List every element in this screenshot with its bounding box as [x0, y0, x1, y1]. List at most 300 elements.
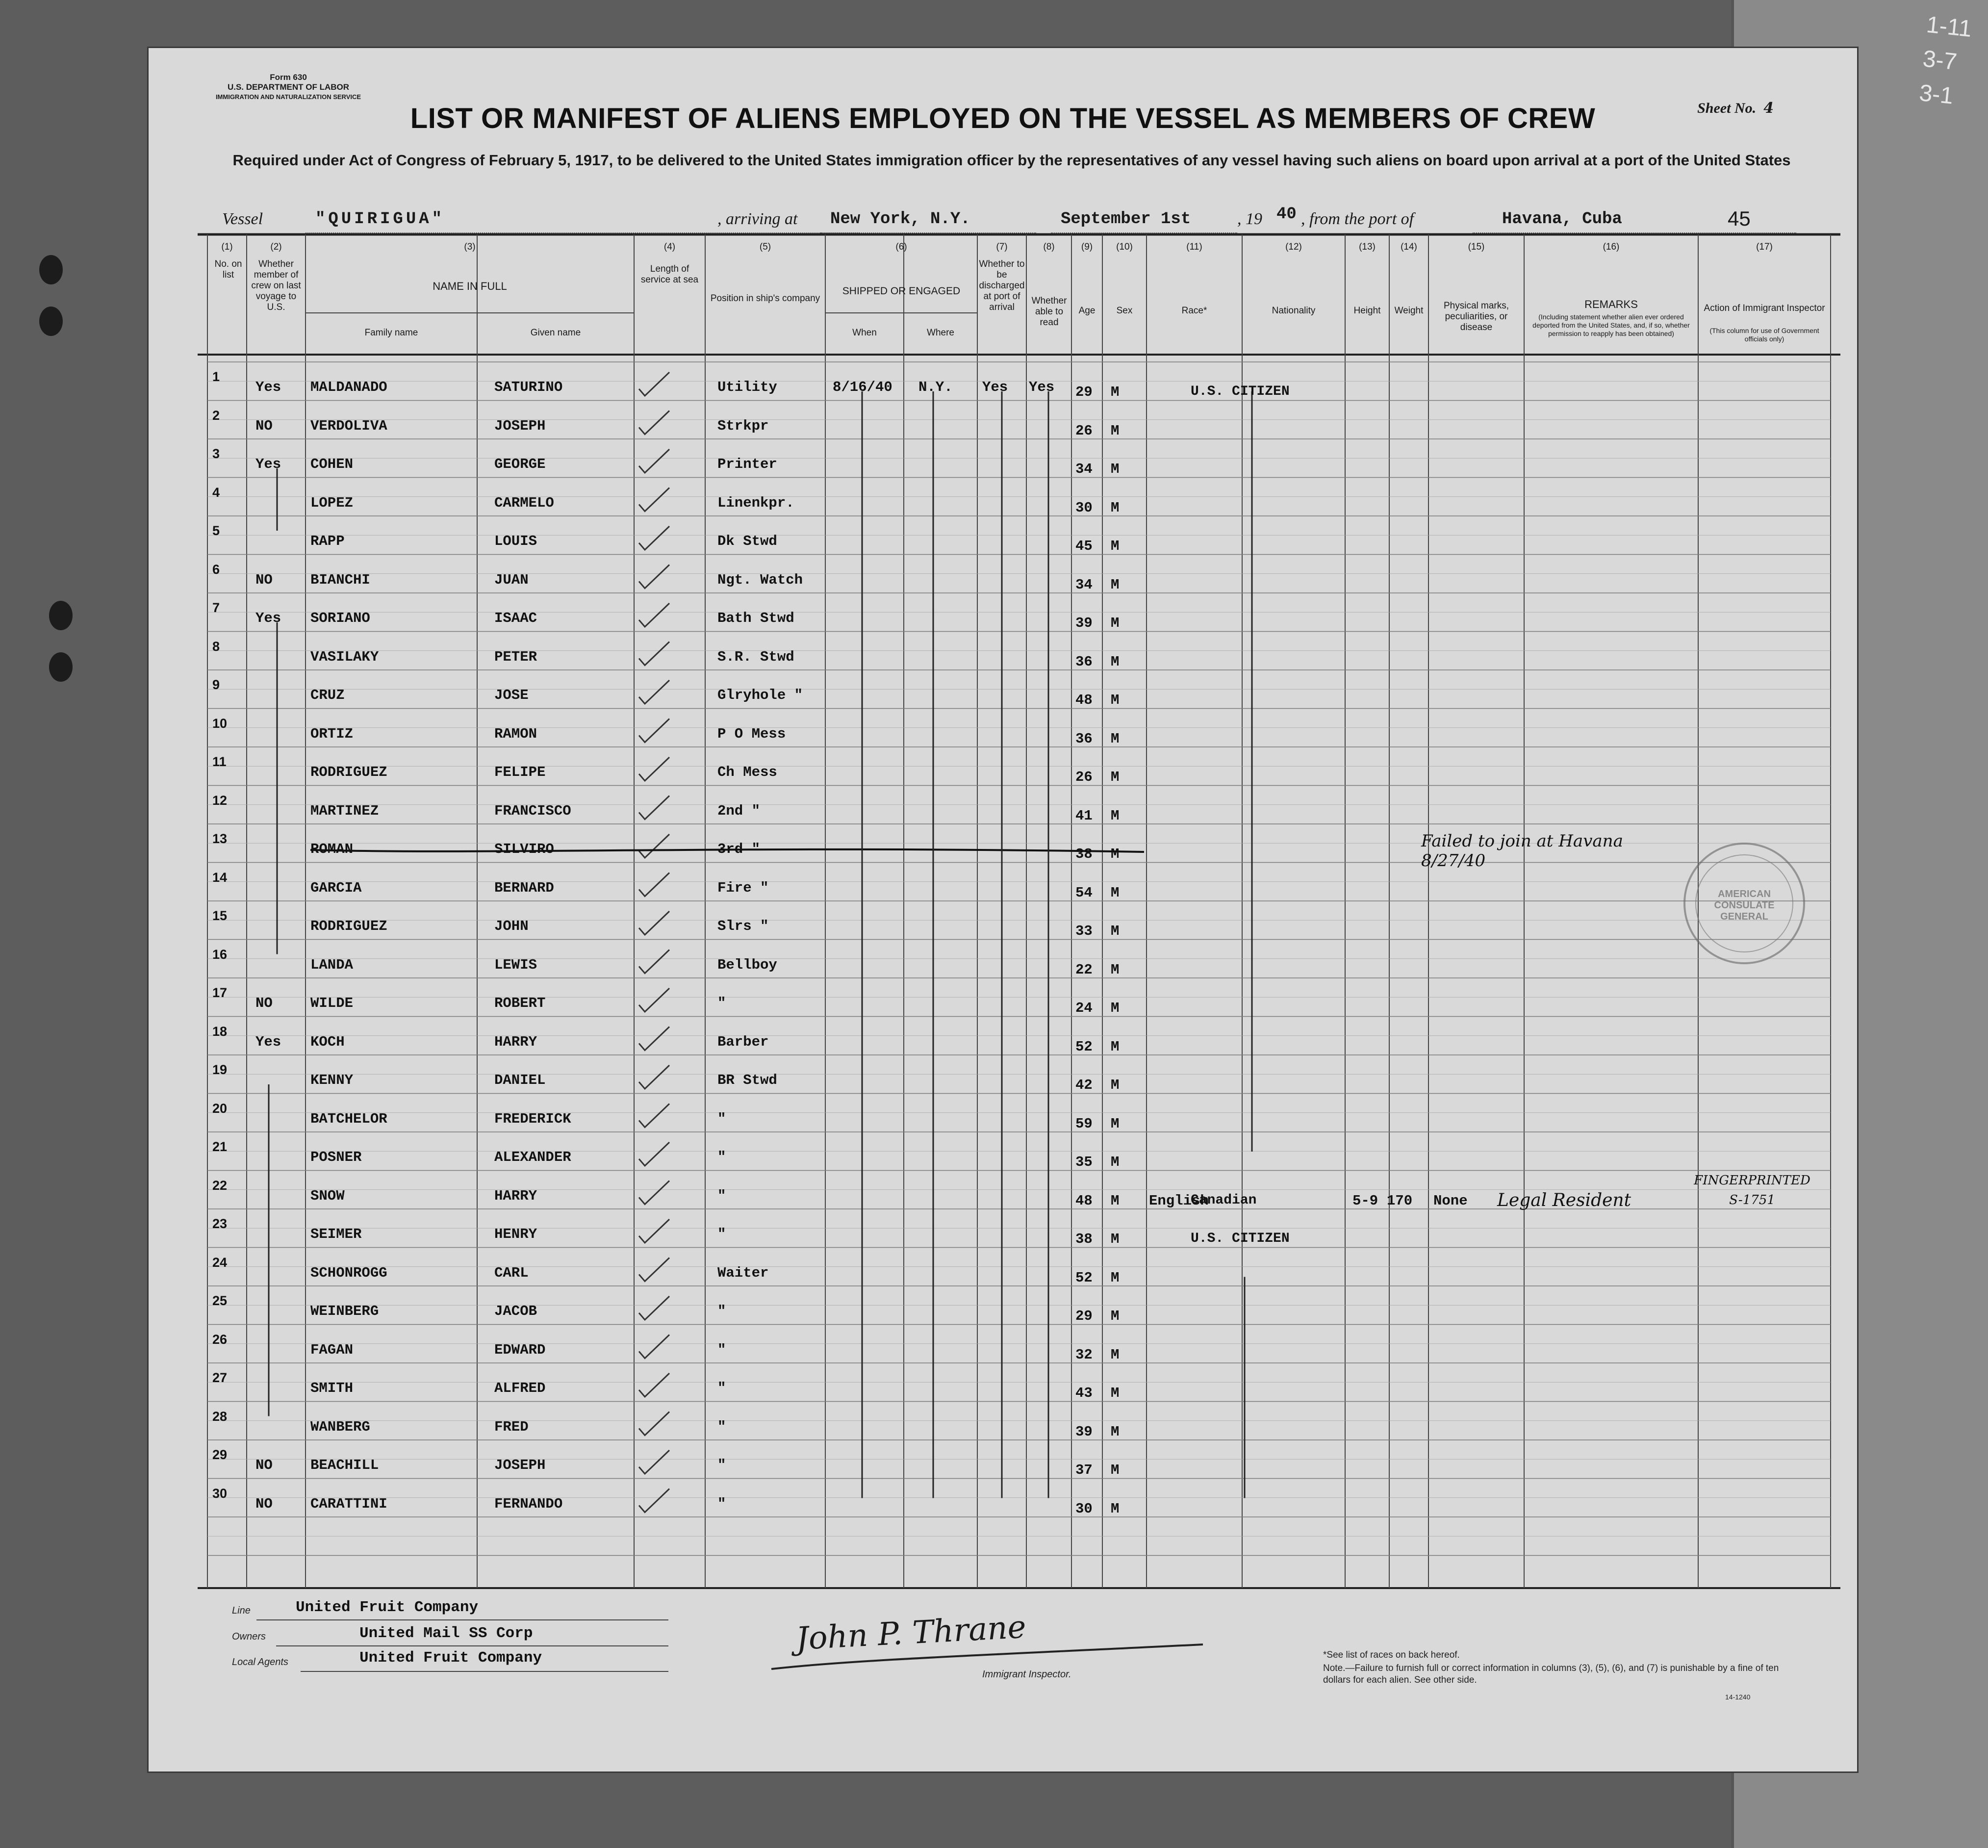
given-name-cell: FERNANDO [494, 1495, 563, 1512]
family-name-cell: ROMAN [310, 841, 354, 857]
position-cell: " [717, 1495, 726, 1512]
position-cell: " [717, 1226, 726, 1242]
header-position: Position in ship's company [710, 293, 820, 304]
height-cell: 5-9 [1352, 1192, 1378, 1209]
row-number: 29 [212, 1447, 228, 1462]
row-number: 16 [212, 947, 228, 962]
header-family-name: Family name [364, 328, 418, 338]
position-cell: " [717, 1457, 726, 1473]
sex-cell: M [1111, 1000, 1120, 1016]
age-cell: 32 [1075, 1346, 1093, 1363]
given-name-cell: CARL [494, 1264, 529, 1281]
position-cell: Slrs " [717, 918, 769, 934]
position-cell: Waiter [717, 1264, 769, 1281]
check-mark-icon [639, 680, 669, 704]
row-number: 17 [212, 985, 228, 1000]
position-cell: Glryhole " [717, 687, 803, 703]
check-mark-icon [639, 950, 669, 974]
age-cell: 29 [1075, 384, 1093, 400]
age-cell: 35 [1075, 1154, 1093, 1170]
age-cell: 37 [1075, 1462, 1093, 1478]
family-name-cell: VASILAKY [310, 648, 379, 665]
given-name-cell: FRANCISCO [494, 802, 571, 819]
header-member-last-voyage: Whether member of crew on last voyage to U.S. [251, 259, 301, 312]
check-mark-icon [639, 411, 669, 435]
position-cell: P O Mess [717, 725, 786, 742]
position-cell: Printer [717, 456, 777, 472]
header-able-to-read: Whether able to read [1031, 296, 1067, 328]
sex-cell: M [1111, 1423, 1120, 1440]
age-cell: 24 [1075, 1000, 1093, 1016]
position-cell: " [717, 1418, 726, 1435]
sex-cell: M [1111, 653, 1120, 670]
sheet-number: Sheet No. 4 [1697, 100, 1774, 117]
last-voyage-cell: Yes [255, 1033, 281, 1050]
age-cell: 22 [1075, 961, 1093, 978]
given-name-cell: ALFRED [494, 1380, 546, 1396]
sex-cell: M [1111, 807, 1120, 824]
column-number: (1) [221, 242, 233, 252]
weight-cell: 170 [1387, 1192, 1413, 1209]
sex-cell: M [1111, 1038, 1120, 1055]
age-cell: 48 [1075, 1192, 1093, 1209]
last-voyage-cell: NO [255, 995, 273, 1011]
column-number: (16) [1603, 242, 1620, 252]
row-number: 4 [212, 485, 220, 500]
family-name-cell: SEIMER [310, 1226, 362, 1242]
age-cell: 30 [1075, 499, 1093, 516]
given-name-cell: ISAAC [494, 610, 537, 626]
sex-cell: M [1111, 1231, 1120, 1247]
physical-marks-cell: None [1433, 1192, 1468, 1209]
nationality-cell: U.S. CITIZEN [1191, 384, 1290, 399]
sex-cell: M [1111, 730, 1120, 747]
page-subtitle: Required under Act of Congress of February 5, 1917, to be delivered to the United States immigration officer by the representatives of any vessel having such aliens on board upon arrival at a port of the United States [232, 152, 1791, 169]
row-number: 23 [212, 1216, 228, 1231]
sex-cell: M [1111, 1308, 1120, 1324]
age-cell: 26 [1075, 769, 1093, 785]
given-name-cell: HARRY [494, 1187, 537, 1204]
remarks-cell: Legal Resident [1497, 1190, 1631, 1210]
position-cell: Bath Stwd [717, 610, 794, 626]
arrival-port: New York, N.Y. [830, 210, 970, 229]
check-mark-icon [639, 1450, 669, 1474]
column-number: (17) [1756, 242, 1773, 252]
header-nationality: Nationality [1272, 306, 1316, 316]
sex-cell: M [1111, 1500, 1120, 1517]
binder-hole-icon [39, 307, 63, 336]
position-cell: Barber [717, 1033, 769, 1050]
from-label: , from the port of [1301, 210, 1414, 228]
column-number: (13) [1359, 242, 1376, 252]
column-number: (2) [270, 242, 282, 252]
arrival-date: September 1st [1061, 210, 1191, 229]
last-voyage-cell: NO [255, 1495, 273, 1512]
line-label: Line [232, 1605, 251, 1616]
sex-cell: M [1111, 384, 1120, 400]
given-name-cell: SILVIRO [494, 841, 554, 857]
row-number: 19 [212, 1062, 228, 1077]
header-no-on-list: No. on list [214, 259, 242, 280]
family-name-cell: COHEN [310, 456, 354, 472]
header-height: Height [1353, 306, 1381, 316]
position-cell: Utility [717, 379, 777, 395]
header-action-sub: (This column for use of Government officials only) [1709, 327, 1819, 343]
given-name-cell: FREDERICK [494, 1110, 571, 1127]
able-to-read-cell: Yes [1029, 379, 1055, 395]
sex-cell: M [1111, 961, 1120, 978]
header-length-of-service: Length of service at sea [640, 264, 699, 285]
row-number: 13 [212, 831, 228, 846]
family-name-cell: RODRIGUEZ [310, 764, 387, 780]
position-cell: " [717, 1341, 726, 1358]
age-cell: 42 [1075, 1077, 1093, 1093]
age-cell: 36 [1075, 653, 1093, 670]
given-name-cell: RAMON [494, 725, 537, 742]
footer-underlines [227, 1603, 717, 1676]
arrival-year: 40 [1276, 205, 1297, 224]
family-name-cell: VERDOLIVA [310, 417, 387, 434]
row-number: 8 [212, 639, 220, 654]
position-cell: 2nd " [717, 802, 761, 819]
sex-cell: M [1111, 1115, 1120, 1132]
age-cell: 38 [1075, 846, 1093, 862]
given-name-cell: DANIEL [494, 1072, 546, 1088]
last-voyage-cell: NO [255, 571, 273, 588]
column-number: (5) [759, 242, 771, 252]
row-number: 11 [212, 754, 227, 769]
sex-cell: M [1111, 846, 1120, 862]
check-mark-icon [639, 1065, 669, 1089]
row-number: 1 [212, 369, 220, 384]
family-name-cell: KENNY [310, 1072, 354, 1088]
header-weight: Weight [1394, 306, 1424, 316]
given-name-cell: LEWIS [494, 956, 537, 973]
position-cell: BR Stwd [717, 1072, 777, 1088]
row-number: 10 [212, 716, 228, 731]
family-name-cell: BATCHELOR [310, 1110, 387, 1127]
shipped-when-cell: 8/16/40 [833, 379, 892, 395]
column-number: (10) [1116, 242, 1133, 252]
family-name-cell: SNOW [310, 1187, 345, 1204]
agents-value: United Fruit Company [359, 1649, 542, 1667]
given-name-cell: JUAN [494, 571, 529, 588]
age-cell: 48 [1075, 692, 1093, 708]
form-identifier: Form 630 U.S. DEPARTMENT OF LABOR IMMIGRATION AND NATURALIZATION SERVICE [215, 73, 361, 101]
sex-cell: M [1111, 692, 1120, 708]
row-number: 2 [212, 408, 220, 423]
family-name-cell: CARATTINI [310, 1495, 387, 1512]
inspector-signature: John P. Thrane [795, 1609, 1027, 1658]
age-cell: 29 [1075, 1308, 1093, 1324]
header-remarks-sub: (Including statement whether alien ever ordered deported from the United States, and, if so, whether permission to reapply has been obtained) [1532, 313, 1690, 337]
check-mark-icon [639, 1335, 669, 1359]
header-physical-marks: Physical marks, peculiarities, or disease [1443, 301, 1509, 333]
column-number: (12) [1285, 242, 1302, 252]
given-name-cell: JOSE [494, 687, 529, 703]
remarks-cell: Failed to join at Havana 8/27/40 [1421, 831, 1623, 871]
penalty-note: Note.—Failure to furnish full or correct information in columns (3), (5), (6), and (7) is punishable by a fine of ten dollars for each alien. See other side. [1323, 1663, 1779, 1685]
year-prefix: , 19 [1237, 210, 1262, 228]
header-age: Age [1078, 306, 1096, 316]
owners-label: Owners [232, 1631, 266, 1642]
row-number: 5 [212, 523, 220, 538]
age-cell: 39 [1075, 1423, 1093, 1440]
position-cell: Ngt. Watch [717, 571, 803, 588]
line-value: United Fruit Company [296, 1599, 479, 1616]
header-name-in-full: NAME IN FULL [433, 280, 507, 292]
given-name-cell: BERNARD [494, 879, 554, 896]
family-name-cell: MARTINEZ [310, 802, 379, 819]
family-name-cell: WILDE [310, 995, 354, 1011]
given-name-cell: JOSEPH [494, 1457, 546, 1473]
family-name-cell: LANDA [310, 956, 354, 973]
given-name-cell: HARRY [494, 1033, 537, 1050]
check-mark-icon [639, 1181, 669, 1205]
sex-cell: M [1111, 1346, 1120, 1363]
check-mark-icon [639, 449, 669, 473]
last-voyage-cell: Yes [255, 610, 281, 626]
sex-cell: M [1111, 461, 1120, 477]
row-number: 20 [212, 1101, 228, 1116]
owners-value: United Mail SS Corp [359, 1625, 533, 1642]
position-cell: S.R. Stwd [717, 648, 794, 665]
family-name-cell: ORTIZ [310, 725, 354, 742]
age-cell: 30 [1075, 1500, 1093, 1517]
check-mark-icon [639, 1373, 669, 1397]
given-name-cell: JOSEPH [494, 417, 546, 434]
family-name-cell: CRUZ [310, 687, 345, 703]
header-when: When [852, 328, 877, 338]
departure-port: Havana, Cuba [1502, 210, 1622, 229]
check-mark-icon [639, 757, 669, 781]
pencil-notes: 1-11 3-7 3-1 [1918, 11, 1973, 109]
header-remarks: REMARKS [1584, 298, 1638, 310]
binder-hole-icon [39, 255, 63, 284]
header-shipped-or-engaged: SHIPPED OR ENGAGED [842, 285, 961, 297]
given-name-cell: ROBERT [494, 995, 546, 1011]
column-number: (3) [464, 242, 476, 252]
family-name-cell: SMITH [310, 1380, 354, 1396]
check-mark-icon [639, 1296, 669, 1320]
age-cell: 33 [1075, 923, 1093, 939]
family-name-cell: RAPP [310, 533, 345, 549]
header-given-name: Given name [530, 328, 581, 338]
vessel-label: Vessel [222, 210, 263, 228]
nationality-cell: Canadian [1191, 1192, 1257, 1208]
header-action: Action of Immigrant Inspector [1704, 303, 1825, 313]
discharged-cell: Yes [982, 379, 1008, 395]
column-number: (4) [663, 242, 676, 252]
given-name-cell: EDWARD [494, 1341, 546, 1358]
binder-hole-icon [49, 601, 73, 630]
row-number: 30 [212, 1486, 228, 1501]
check-mark-icon [639, 565, 669, 589]
shipped-where-cell: N.Y. [918, 379, 953, 395]
given-name-cell: LOUIS [494, 533, 537, 549]
last-voyage-cell: Yes [255, 456, 281, 472]
header-discharged: Whether to be discharged at port of arrival [979, 259, 1025, 312]
consulate-stamp: AMERICAN CONSULATE GENERAL [1683, 843, 1805, 964]
vessel-name: "QUIRIGUA" [315, 210, 445, 229]
check-mark-icon [639, 1142, 669, 1166]
family-name-cell: LOPEZ [310, 494, 354, 511]
row-number: 9 [212, 677, 220, 692]
check-mark-icon [639, 526, 669, 550]
family-name-cell: SORIANO [310, 610, 370, 626]
last-voyage-cell: NO [255, 417, 273, 434]
sex-cell: M [1111, 615, 1120, 631]
row-number: 22 [212, 1178, 228, 1193]
sex-cell: M [1111, 1462, 1120, 1478]
column-number: (8) [1043, 242, 1055, 252]
race-cell: English [1149, 1192, 1209, 1209]
check-mark-icon [639, 1104, 669, 1128]
family-name-cell: BEACHILL [310, 1457, 379, 1473]
age-cell: 34 [1075, 461, 1093, 477]
check-mark-icon [639, 873, 669, 897]
last-voyage-cell: NO [255, 1457, 273, 1473]
last-voyage-cell: Yes [255, 379, 281, 395]
check-mark-icon [639, 911, 669, 935]
family-name-cell: WANBERG [310, 1418, 370, 1435]
check-mark-icon [639, 603, 669, 627]
family-name-cell: MALDANADO [310, 379, 387, 395]
position-cell: " [717, 1110, 726, 1127]
age-cell: 26 [1075, 422, 1093, 439]
check-mark-icon [639, 1489, 669, 1513]
sex-cell: M [1111, 923, 1120, 939]
position-cell: Linenkpr. [717, 494, 794, 511]
nationality-cell: U.S. CITIZEN [1191, 1231, 1290, 1246]
row-number: 14 [212, 870, 228, 885]
position-cell: Strkpr [717, 417, 769, 434]
position-cell: " [717, 1380, 726, 1396]
check-mark-icon [639, 488, 669, 512]
arriving-label: , arriving at [717, 210, 798, 228]
row-number: 12 [212, 793, 228, 808]
row-number: 6 [212, 562, 220, 577]
position-cell: Ch Mess [717, 764, 777, 780]
row-number: 26 [212, 1332, 228, 1347]
column-number: (11) [1186, 242, 1202, 252]
inspector-label: Immigrant Inspector. [982, 1669, 1071, 1680]
position-cell: " [717, 1187, 726, 1204]
given-name-cell: HENRY [494, 1226, 537, 1242]
row-number: 28 [212, 1409, 228, 1424]
sex-cell: M [1111, 884, 1120, 901]
age-cell: 34 [1075, 576, 1093, 593]
family-name-cell: KOCH [310, 1033, 345, 1050]
agents-label: Local Agents [232, 1657, 288, 1668]
position-cell: " [717, 1303, 726, 1319]
check-mark-icon [639, 834, 669, 858]
check-mark-icon [639, 796, 669, 820]
given-name-cell: SATURINO [494, 379, 563, 395]
position-cell: Bellboy [717, 956, 777, 973]
check-mark-icon [639, 1027, 669, 1051]
sex-cell: M [1111, 1192, 1120, 1209]
age-cell: 59 [1075, 1115, 1093, 1132]
check-mark-icon [639, 642, 669, 666]
given-name-cell: FRED [494, 1418, 529, 1435]
row-number: 25 [212, 1293, 228, 1308]
age-cell: 36 [1075, 730, 1093, 747]
column-number: (6) [895, 242, 907, 252]
age-cell: 54 [1075, 884, 1093, 901]
sex-cell: M [1111, 1385, 1120, 1401]
binder-hole-icon [49, 652, 73, 682]
inspector-action-cell: FINGERPRINTED S-1751 [1694, 1173, 1810, 1207]
family-name-cell: FAGAN [310, 1341, 354, 1358]
family-name-cell: WEINBERG [310, 1303, 379, 1319]
sex-cell: M [1111, 769, 1120, 785]
row-number: 15 [212, 908, 228, 923]
given-name-cell: GEORGE [494, 456, 546, 472]
check-mark-icon [639, 372, 669, 396]
check-mark-icon [639, 988, 669, 1012]
check-mark-icon [639, 1258, 669, 1282]
row-number: 18 [212, 1024, 228, 1039]
manifest-sheet [147, 47, 1859, 1773]
given-name-cell: JOHN [494, 918, 529, 934]
position-cell: Dk Stwd [717, 533, 777, 549]
position-cell: Fire " [717, 879, 769, 896]
page-number: 45 [1728, 207, 1751, 230]
family-name-cell: BIANCHI [310, 571, 370, 588]
sex-cell: M [1111, 576, 1120, 593]
sex-cell: M [1111, 422, 1120, 439]
family-name-cell: SCHONROGG [310, 1264, 387, 1281]
position-cell: " [717, 995, 726, 1011]
row-number: 24 [212, 1255, 228, 1270]
family-name-cell: GARCIA [310, 879, 362, 896]
age-cell: 38 [1075, 1231, 1093, 1247]
column-number: (15) [1468, 242, 1485, 252]
sex-cell: M [1111, 1269, 1120, 1286]
age-cell: 45 [1075, 538, 1093, 554]
page-title: LIST OR MANIFEST OF ALIENS EMPLOYED ON THE VESSEL AS MEMBERS OF CREW [410, 103, 1596, 134]
family-name-cell: RODRIGUEZ [310, 918, 387, 934]
given-name-cell: JACOB [494, 1303, 537, 1319]
sex-cell: M [1111, 1077, 1120, 1093]
given-name-cell: ALEXANDER [494, 1149, 571, 1165]
vessel-line [217, 205, 1786, 234]
sex-cell: M [1111, 538, 1120, 554]
row-number: 7 [212, 600, 220, 615]
age-cell: 39 [1075, 615, 1093, 631]
age-cell: 52 [1075, 1269, 1093, 1286]
sex-cell: M [1111, 1154, 1120, 1170]
given-name-cell: CARMELO [494, 494, 554, 511]
column-number: (14) [1401, 242, 1417, 252]
age-cell: 41 [1075, 807, 1093, 824]
header-where: Where [927, 328, 954, 338]
row-number: 27 [212, 1370, 228, 1385]
check-mark-icon [639, 1412, 669, 1436]
check-mark-icon [639, 1219, 669, 1243]
given-name-cell: FELIPE [494, 764, 546, 780]
sex-cell: M [1111, 499, 1120, 516]
position-cell: 3rd " [717, 841, 761, 857]
print-code: 14-1240 [1725, 1693, 1751, 1701]
age-cell: 52 [1075, 1038, 1093, 1055]
row-number: 21 [212, 1139, 228, 1154]
header-sex: Sex [1116, 306, 1133, 316]
position-cell: " [717, 1149, 726, 1165]
age-cell: 43 [1075, 1385, 1093, 1401]
column-number: (7) [996, 242, 1008, 252]
